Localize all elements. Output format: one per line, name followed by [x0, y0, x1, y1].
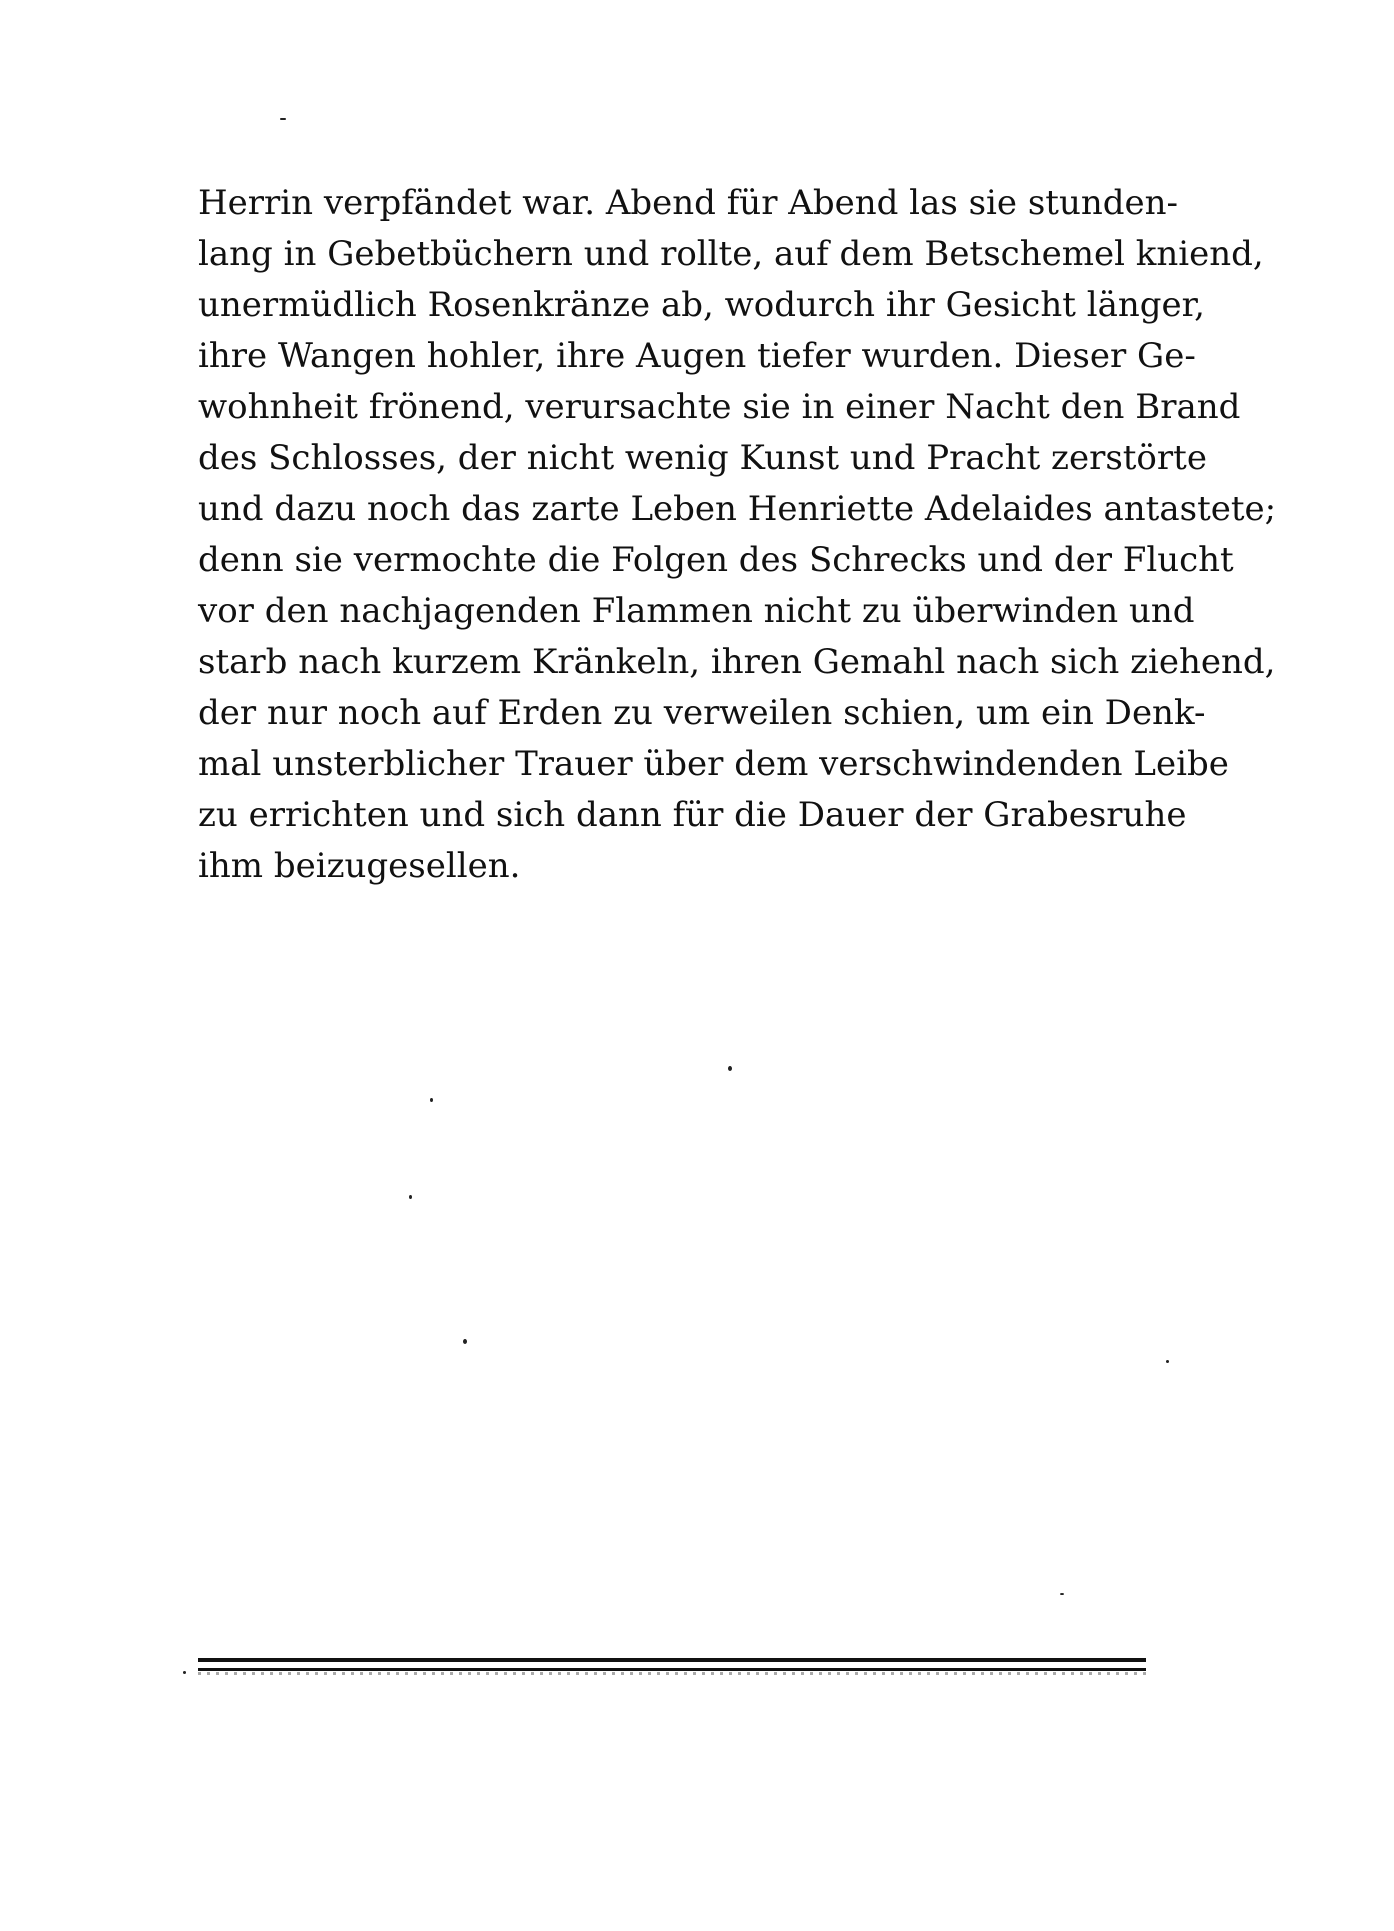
- text-line: lang in Gebetbüchern und rollte, auf dem Betschemel kniend,: [198, 234, 1264, 274]
- scan-speck: [1060, 1593, 1064, 1595]
- text-line: der nur noch auf Erden zu verweilen schien, um ein Denk-: [198, 693, 1206, 733]
- text-line: mal unsterblicher Trauer über dem verschwindenden Leibe: [198, 744, 1229, 784]
- text-line: des Schlosses, der nicht wenig Kunst und Pracht zerstörte: [198, 438, 1207, 478]
- text-line: zu errichten und sich dann für die Dauer der Grabesruhe: [198, 795, 1187, 835]
- scan-speck: [409, 1195, 412, 1199]
- footer-rule-noise: [198, 1672, 1146, 1675]
- body-text: [198, 178, 1277, 892]
- scan-speck: [183, 1671, 186, 1674]
- text-line: vor den nachjagenden Flammen nicht zu überwinden und: [198, 591, 1195, 631]
- text-line: ihm beizugesellen.: [198, 846, 521, 886]
- scan-speck: [280, 118, 286, 120]
- text-line: starb nach kurzem Kränkeln, ihren Gemahl nach sich ziehend,: [198, 642, 1276, 682]
- scan-speck: [430, 1098, 433, 1102]
- scan-speck: [728, 1066, 732, 1071]
- scan-speck: [463, 1339, 467, 1344]
- footer-rule: [198, 1668, 1146, 1671]
- footer-rule: [198, 1658, 1146, 1662]
- text-line: unermüdlich Rosenkränze ab, wodurch ihr Gesicht länger,: [198, 285, 1205, 325]
- scan-speck: [1166, 1360, 1169, 1363]
- text-line: wohnheit frönend, verursachte sie in einer Nacht den Brand: [198, 387, 1241, 427]
- text-line: und dazu noch das zarte Leben Henriette Adelaides antastete;: [198, 489, 1277, 529]
- text-line: ihre Wangen hohler, ihre Augen tiefer wurden. Dieser Ge-: [198, 336, 1196, 376]
- text-line: denn sie vermochte die Folgen des Schrecks und der Flucht: [198, 540, 1234, 580]
- text-line: Herrin verpfändet war. Abend für Abend las sie stunden-: [198, 183, 1179, 223]
